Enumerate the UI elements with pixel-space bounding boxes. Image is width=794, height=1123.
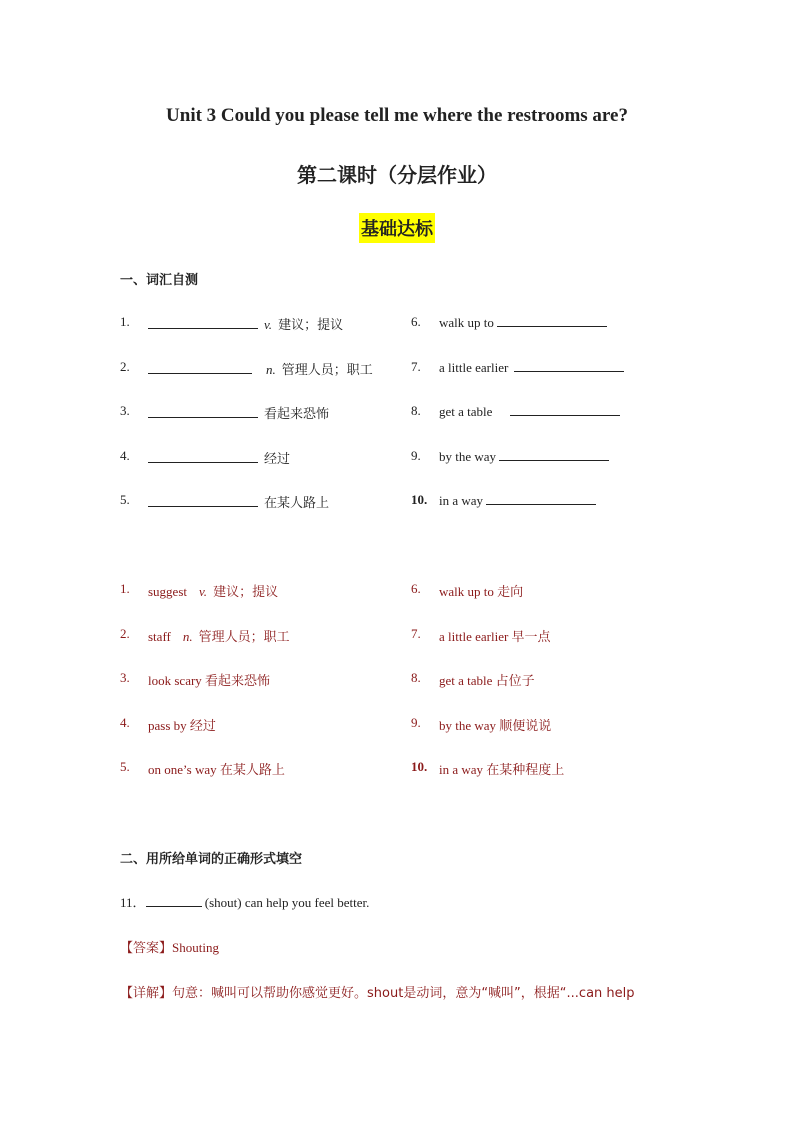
explanation-11: 【详解】句意：喊叫可以帮助你感觉更好。shout是动词，意为“喊叫”，根据“...can help (120, 986, 635, 1001)
answer-blank[interactable] (148, 450, 258, 463)
answer-blank[interactable] (486, 492, 596, 505)
page-subtitle: 第二课时（分层作业） (297, 163, 497, 187)
answer-blank[interactable] (148, 405, 258, 418)
answer-blank[interactable] (146, 894, 202, 907)
answer-blank[interactable] (148, 494, 258, 507)
answer-blank[interactable] (497, 314, 607, 327)
answer-blank[interactable] (514, 359, 624, 372)
question-11: 11． (shout) can help you feel better. (120, 895, 370, 910)
answer-blank[interactable] (510, 403, 620, 416)
answer-blank[interactable] (148, 361, 252, 374)
level-badge: 基础达标 (359, 213, 435, 243)
answer-blank[interactable] (499, 448, 609, 461)
answer-11: 【答案】Shouting (120, 940, 219, 956)
answer-blank[interactable] (148, 316, 258, 329)
section2-heading: 二、用所给单词的正确形式填空 (120, 852, 303, 867)
section1-heading: 一、词汇自测 (120, 273, 199, 288)
page-title: Unit 3 Could you please tell me where the restrooms are? (166, 105, 628, 126)
